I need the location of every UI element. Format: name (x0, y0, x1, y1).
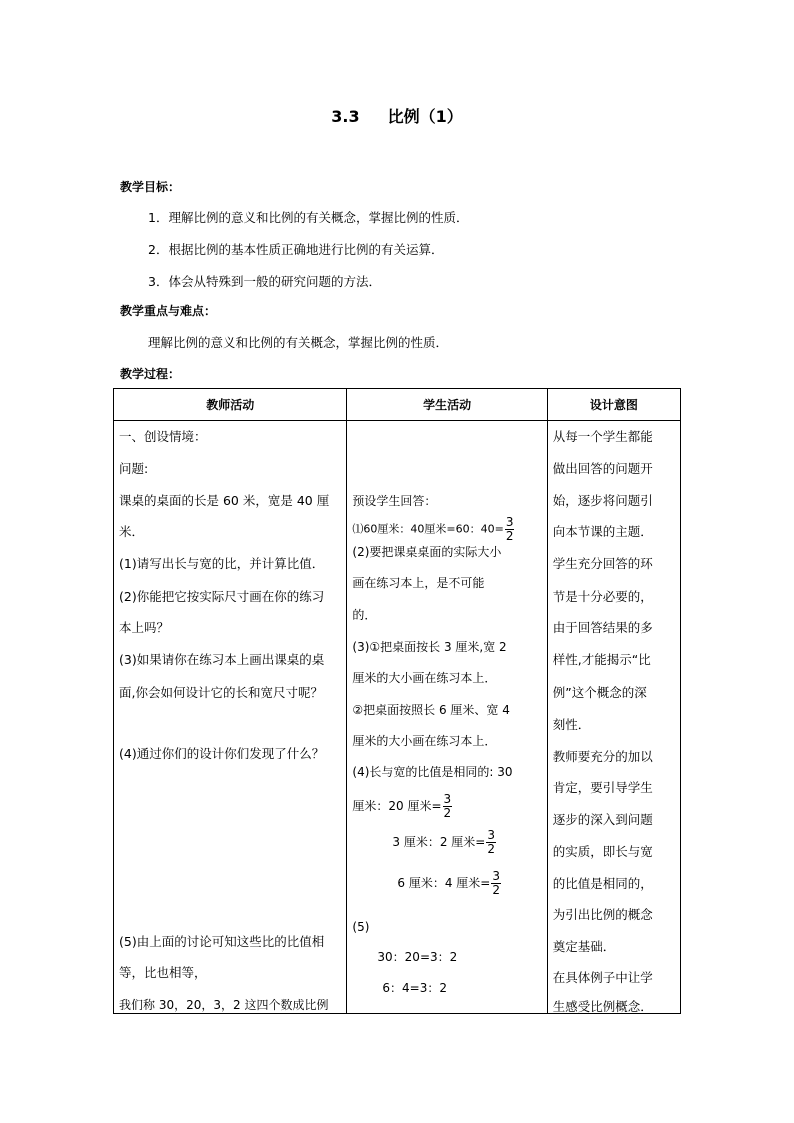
teacher-line: 等，比也相等， (119, 965, 207, 980)
intent-line: 学生充分回答的环 (552, 556, 653, 571)
teacher-line: 我们称 30，20，3，2 这四个数成比例 (119, 998, 329, 1012)
process-heading: 教学过程： (120, 367, 181, 381)
intent-line: 向本节课的主题． (552, 524, 653, 539)
student-line: 30：20=3：2 (377, 950, 458, 964)
teacher-line: 本上吗？ (119, 620, 170, 635)
lesson-process-table (113, 388, 681, 1014)
student-line: 预设学生回答： (352, 494, 437, 508)
student-line (392, 829, 496, 856)
intent-line: 逐步的深入到问题 (552, 812, 653, 827)
student-line (397, 870, 501, 897)
teacher-line: 面,你会如何设计它的长和宽尺寸呢？ (119, 685, 323, 700)
student-line: (5) (352, 920, 370, 934)
fraction-denominator: 2 (487, 842, 496, 856)
fraction-numerator: 3 (492, 869, 501, 883)
teacher-activity-cell (114, 421, 347, 1014)
intent-line: 刻性． (552, 717, 591, 732)
column-header-student: 学生活动 (347, 389, 547, 421)
teacher-line: (4)通过你们的设计你们发现了什么？ (119, 746, 325, 761)
student-line (352, 516, 514, 543)
student-line: 厘米的大小画在练习本上． (352, 734, 497, 748)
intent-line: 在具体例子中让学 (552, 970, 653, 985)
fraction (491, 870, 501, 897)
fraction-denominator: 2 (443, 806, 452, 820)
fraction (443, 793, 453, 820)
student-line-text: 厘米：20 厘米= (352, 799, 442, 813)
student-line: 6：4=3：2 (382, 981, 448, 995)
student-line: 的． (352, 608, 377, 622)
student-line: (4)长与宽的比值是相同的: 30 (352, 765, 513, 779)
section-number: 3.3 (331, 107, 360, 126)
intent-line: 肯定，要引导学生 (552, 780, 653, 795)
objective-item: 3．体会从特殊到一般的研究问题的方法． (148, 274, 381, 289)
fraction-numerator: 3 (443, 792, 452, 806)
intent-line: 从每一个学生都能 (552, 429, 653, 444)
student-line: (2)要把课桌桌面的实际大小 (352, 545, 502, 559)
intent-line: 例”这个概念的深 (552, 685, 647, 700)
teacher-line: 米． (119, 524, 145, 539)
table-row (114, 421, 681, 1014)
fraction (505, 516, 515, 543)
column-header-teacher: 教师活动 (114, 389, 347, 421)
lesson-title: 比例（1） (387, 107, 463, 126)
objective-item: 2．根据比例的基本性质正确地进行比例的有关运算． (148, 242, 444, 257)
student-line-text: ⑴60厘米：40厘米=60：40= (352, 522, 504, 536)
intent-line: 为引出比例的概念 (552, 907, 653, 922)
teacher-line: 课桌的桌面的长是 60 米，宽是 40 厘 (119, 493, 330, 508)
student-activity-cell (347, 421, 547, 1014)
intent-line: 的实质，即长与宽 (552, 844, 653, 859)
teacher-line: (3)如果请你在练习本上画出课桌的桌 (119, 652, 325, 667)
student-line: ②把桌面按照长 6 厘米、宽 4 (352, 703, 510, 717)
teacher-line: (1)请写出长与宽的比，并计算比值． (119, 556, 325, 571)
fraction-numerator: 3 (487, 828, 496, 842)
key-points-text: 理解比例的意义和比例的有关概念，掌握比例的性质． (148, 335, 449, 350)
fraction (486, 829, 496, 856)
teacher-line: 一、创设情境： (119, 429, 207, 444)
column-header-intent: 设计意图 (547, 389, 680, 421)
student-line: (3)①把桌面按长 3 厘米,宽 2 (352, 640, 507, 654)
key-points-heading: 教学重点与难点： (120, 304, 217, 318)
intent-line: 教师要充分的加以 (552, 749, 653, 764)
intent-line: 节是十分必要的， (552, 589, 653, 604)
table-header-row (114, 389, 681, 421)
intent-line: 奠定基础． (552, 939, 616, 954)
intent-line: 样性,才能揭示“比 (552, 652, 651, 667)
intent-line: 做出回答的问题开 (552, 461, 653, 476)
design-intent-cell (547, 421, 680, 1014)
objective-item: 1．理解比例的意义和比例的有关概念，掌握比例的性质． (148, 210, 469, 225)
teacher-line: (5)由上面的讨论可知这些比的比值相 (119, 934, 325, 949)
student-line: 厘米的大小画在练习本上． (352, 671, 497, 685)
intent-line: 由于回答结果的多 (552, 620, 653, 635)
page-title (0, 104, 794, 127)
student-line-text: 6 厘米：4 厘米= (397, 876, 491, 890)
student-line: 画在练习本上，是不可能 (352, 576, 485, 590)
intent-line: 生感受比例概念． (552, 999, 653, 1014)
fraction-denominator: 2 (505, 529, 514, 543)
objectives-heading: 教学目标： (120, 180, 181, 194)
student-line (352, 793, 452, 820)
intent-line: 始，逐步将问题引 (552, 493, 653, 508)
intent-line: 的比值是相同的， (552, 876, 653, 891)
student-line-text: 3 厘米：2 厘米= (392, 835, 486, 849)
fraction-denominator: 2 (492, 883, 501, 897)
fraction-numerator: 3 (505, 515, 514, 529)
teacher-line: 问题: (119, 461, 149, 476)
teacher-line: (2)你能把它按实际尺寸画在你的练习 (119, 589, 325, 604)
